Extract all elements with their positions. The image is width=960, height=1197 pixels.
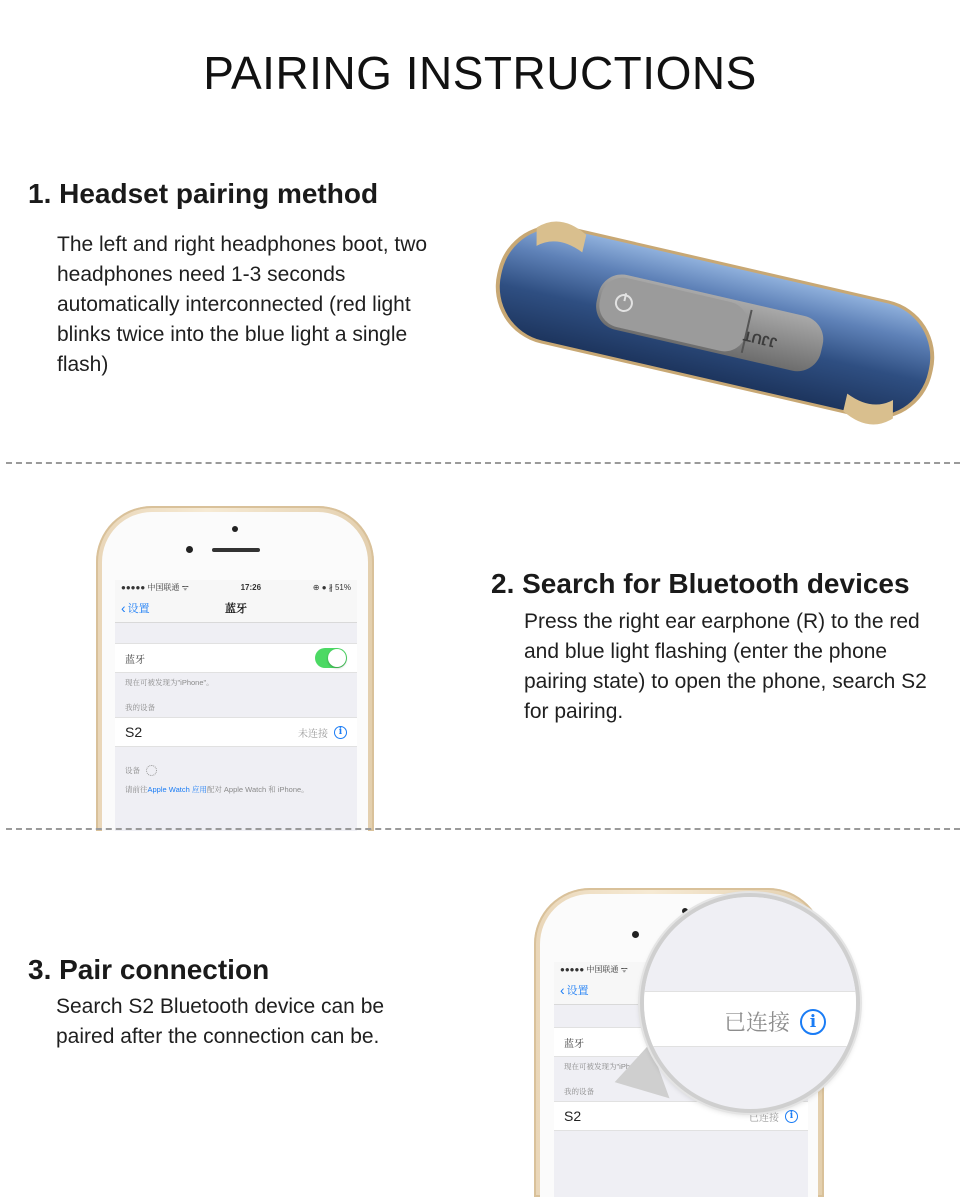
discoverable-caption: 现在可被发现为"iPhone"。 [125, 678, 214, 687]
loading-spinner-icon [146, 765, 157, 776]
section1-title: 1. Headset pairing method [28, 178, 379, 209]
carrier-text: ●●●●● 中国联通 ᯤ [121, 582, 189, 592]
back-button[interactable] [115, 600, 150, 616]
magnified-status-text: 已连接 [724, 1010, 791, 1035]
bluetooth-label: 蓝牙 [125, 654, 145, 666]
back-label: 设置 [566, 985, 589, 997]
my-devices-header: 我的设备 [125, 703, 155, 712]
magnified-info-icon: i [800, 1009, 826, 1035]
back-label: 设置 [127, 603, 150, 615]
divider [6, 828, 960, 830]
nav-title: 蓝牙 [225, 603, 247, 615]
magnified-status [724, 1006, 826, 1037]
magnifier-callout [640, 893, 860, 1113]
apple-watch-footer [115, 780, 357, 799]
info-icon[interactable]: i [334, 726, 347, 739]
front-camera-icon [186, 546, 193, 553]
bluetooth-row [115, 643, 357, 673]
device-status: 已连接 [749, 1112, 779, 1124]
section2-title: 2. Search for Bluetooth devices [491, 568, 910, 599]
device-name: S2 [564, 1108, 582, 1124]
phone-device [96, 506, 374, 831]
page-title: PAIRING INSTRUCTIONS [203, 47, 757, 99]
footer-prefix: 请前往 [125, 785, 148, 794]
apple-watch-link[interactable]: Apple Watch 应用 [147, 785, 207, 794]
device-row-s2[interactable] [115, 717, 357, 747]
phone-screen [115, 580, 357, 831]
section3-title: 3. Pair connection [28, 954, 270, 985]
section1-body: The left and right headphones boot, two headphones need 1-3 seconds automatically interconnected (red light blinks twice into the blue light a single flash) [57, 233, 428, 376]
earbud-case-image [480, 200, 950, 445]
other-devices-label: 设备 [125, 766, 140, 775]
chevron-left-icon: ‹ [121, 600, 126, 616]
phone-camera-dot [232, 526, 238, 532]
battery-text: ⊕ ● ∦ 51% [312, 582, 351, 592]
section3-body: Search S2 Bluetooth device can be paired after the connection can be. [56, 995, 385, 1048]
case-brand-text: JJUT [741, 327, 779, 352]
status-bar [115, 580, 357, 594]
bluetooth-label: 蓝牙 [564, 1038, 584, 1050]
info-icon[interactable]: i [785, 1110, 798, 1123]
clock-text: 17:26 [240, 582, 262, 592]
divider [6, 462, 960, 464]
device-name: S2 [125, 724, 143, 740]
my-devices-header: 我的设备 [564, 1087, 594, 1096]
footer-suffix: 配对 Apple Watch 和 iPhone。 [206, 785, 309, 794]
section2-body: Press the right ear earphone (R) to the red and blue light flashing (enter the phone pairing state) to open the phone, search S2 for pairing. [524, 610, 927, 723]
device-status: 未连接 [298, 728, 328, 740]
other-devices-header [115, 747, 357, 780]
front-camera-icon [632, 931, 639, 938]
bluetooth-toggle[interactable] [315, 648, 347, 668]
chevron-left-icon: ‹ [560, 982, 565, 998]
nav-bar [115, 594, 357, 623]
back-button[interactable] [554, 982, 589, 998]
speaker-grille [212, 548, 260, 552]
carrier-text: ●●●●● 中国联通 ᯤ [560, 964, 628, 974]
discoverable-caption: 现在可被发现为"iPhon [564, 1062, 639, 1071]
